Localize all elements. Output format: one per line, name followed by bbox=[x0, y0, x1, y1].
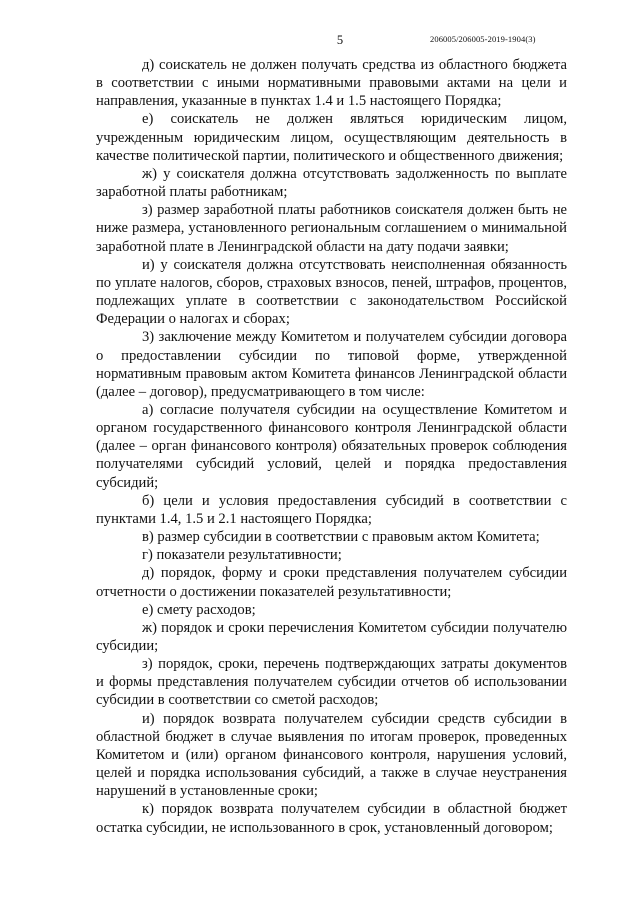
paragraph-3-agreement: 3) заключение между Комитетом и получателем субсидии договора о предоставлении субсидии по типовой форме, утвержденной нормативным правовым актом Комитета финансов Ленинградской области (далее – договор), предусматривающего в том числе: bbox=[96, 329, 567, 400]
paragraph-d-not-receiving-funds: д) соискатель не должен получать средства из областного бюджета в соответствии с иными нормативными правовыми актами на цели и направления, указанные в пунктах 1.4 и 1.5 настоящего Порядка; bbox=[96, 57, 567, 110]
paragraph-e-cost-estimate: е) смету расходов; bbox=[142, 601, 256, 618]
paragraph-z-expense-documents: з) порядок, сроки, перечень подтверждающих затраты документов и формы представления получателем субсидии отчетов об использовании субсидии в соответствии со сметой расходов; bbox=[96, 656, 567, 709]
paragraph-d-reporting: д) порядок, форму и сроки представления получателем субсидии отчетности о достижении показателей результативности; bbox=[96, 565, 567, 600]
paragraph-i-no-tax-debt: и) у соискателя должна отсутствовать неисполненная обязанность по уплате налогов, сборов, страховых взносов, пеней, штрафов, процентов, подлежащих уплате в соответствии с законодательством Российской Федерации о налогах и сборах; bbox=[96, 256, 567, 328]
paragraph-a-consent-to-checks: а) согласие получателя субсидии на осуществление Комитетом и органом государственного финансового контроля Ленинградской области (далее – орган финансового контроля) обязательных проверок соблюдения получателями субсидий условий, целей и порядка предоставления субсидий; bbox=[96, 401, 567, 491]
paragraph-b-goals-conditions: б) цели и условия предоставления субсидий в соответствии с пунктами 1.4, 1.5 и 2.1 настоящего Порядка; bbox=[96, 492, 567, 527]
paragraph-k-refund-of-remainder: к) порядок возврата получателем субсидии в областной бюджет остатка субсидии, не использованного в срок, установленный договором; bbox=[96, 801, 567, 836]
paragraph-v-subsidy-amount: в) размер субсидии в соответствии с правовым актом Комитета; bbox=[142, 529, 540, 546]
paragraph-g-performance-indicators: г) показатели результативности; bbox=[142, 547, 342, 564]
page-number: 5 bbox=[336, 33, 344, 47]
paragraph-z-min-wage: з) размер заработной платы работников соискателя должен быть не ниже размера, установленного региональным соглашением о минимальной заработной плате в Ленинградской области на дату подачи заявки; bbox=[96, 202, 567, 255]
paragraph-zh-transfer-terms: ж) порядок и сроки перечисления Комитетом субсидии получателю субсидии; bbox=[96, 619, 567, 654]
paragraph-e-not-political-entity: е) соискатель не должен являться юридическим лицом, учрежденным юридическим лицом, осуществляющим деятельность в качестве политической партии, политического и общественного движения; bbox=[96, 111, 567, 164]
paragraph-zh-no-wage-debt: ж) у соискателя должна отсутствовать задолженность по выплате заработной платы работникам; bbox=[96, 165, 567, 201]
document-body bbox=[96, 56, 567, 837]
document-id: 206005/206005-2019-1904(3) bbox=[430, 34, 536, 44]
paragraph-i-refund-on-violation: и) порядок возврата получателем субсидии средств субсидии в областной бюджет в случае выявления по итогам проверок, проведенных Комитетом и (или) органом финансового контроля, нарушения условий, целей и порядка использования субсидий, а также в случае неустранения нарушений в установленные сроки; bbox=[96, 710, 567, 800]
